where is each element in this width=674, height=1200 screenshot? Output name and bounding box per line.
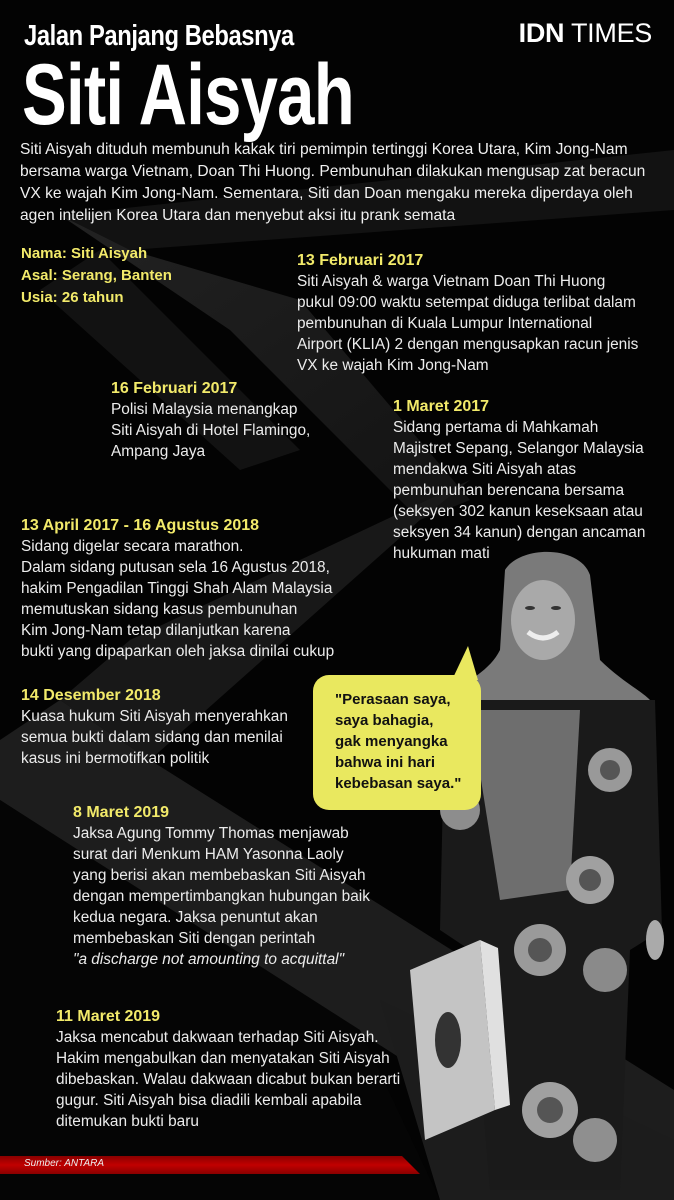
timeline-event	[111, 378, 310, 462]
profile-origin: Asal: Serang, Banten	[21, 267, 172, 284]
event-date: 1 Maret 2017	[393, 398, 490, 415]
event-line: bukti yang dipaparkan oleh jaksa dinilai cukup	[21, 643, 335, 660]
event-date: 11 Maret 2019	[56, 1008, 161, 1025]
event-line: Majistret Sepang, Selangor Malaysia	[393, 440, 644, 457]
quote-line: kebebasan saya."	[335, 775, 462, 792]
event-line: kasus ini bermotifkan politik	[21, 750, 210, 767]
source-credit: Sumber: ANTARA	[24, 1158, 105, 1169]
event-line: pembunuhan di Kuala Lumpur International	[297, 315, 593, 332]
event-line: Hakim mengabulkan dan menyatakan Siti Aisyah	[56, 1050, 390, 1067]
profile-box	[21, 243, 172, 309]
event-quote-text: "a discharge not amounting to acquittal"	[73, 951, 345, 968]
intro-line: Siti Aisyah dituduh membunuh kakak tiri pemimpin tertinggi Korea Utara, Kim Jong-Nam	[20, 141, 628, 158]
event-line: membebaskan Siti dengan perintah	[73, 930, 316, 947]
timeline-event	[56, 1006, 400, 1132]
event-line: dibebaskan. Walau dakwaan dicabut bukan berarti	[56, 1071, 401, 1088]
event-body	[393, 417, 645, 564]
event-line: Airport (KLIA) 2 dengan mengusapkan racun jenis	[297, 336, 639, 353]
page-title: Siti Aisyah	[22, 47, 354, 143]
event-date: 16 Februari 2017	[111, 380, 238, 397]
event-body	[111, 399, 310, 462]
intro-line: VX ke wajah Kim Jong-Nam. Sementara, Siti dan Doan mengaku mereka diperdaya oleh	[20, 185, 633, 202]
intro-line: agen intelijen Korea Utara dan menyebut aksi itu prank semata	[20, 207, 456, 224]
logo-light: TIMES	[570, 18, 652, 48]
event-quote	[73, 949, 370, 970]
quote-line: "Perasaan saya,	[335, 691, 451, 708]
event-line: Jaksa mencabut dakwaan terhadap Siti Aisyah.	[56, 1029, 379, 1046]
subtitle: Jalan Panjang Bebasnya	[24, 20, 294, 52]
event-line: hakim Pengadilan Tinggi Shah Alam Malaysia	[21, 580, 333, 597]
event-line: ditemukan bukti baru	[56, 1113, 199, 1130]
event-body	[21, 706, 288, 769]
event-line: hukuman mati	[393, 545, 490, 562]
logo-bold: IDN	[518, 18, 565, 48]
event-body	[21, 536, 334, 662]
event-line: Siti Aisyah di Hotel Flamingo,	[111, 422, 311, 439]
quote-line: bahwa ini hari	[335, 754, 436, 771]
timeline-event	[73, 802, 370, 970]
profile-age: Usia: 26 tahun	[21, 289, 124, 306]
event-line: pukul 09:00 waktu setempat diduga terlibat dalam	[297, 294, 636, 311]
event-line: memutuskan sidang kasus pembunuhan	[21, 601, 298, 618]
timeline-event	[21, 685, 288, 769]
quote-bubble	[313, 675, 481, 810]
timeline-event	[21, 515, 334, 662]
event-body	[56, 1027, 400, 1132]
event-date: 14 Desember 2018	[21, 687, 161, 704]
event-line: Polisi Malaysia menangkap	[111, 401, 298, 418]
timeline-event	[393, 396, 645, 564]
event-line: Dalam sidang putusan sela 16 Agustus 2018,	[21, 559, 330, 576]
event-line: kedua negara. Jaksa penuntut akan	[73, 909, 318, 926]
profile-name: Nama: Siti Aisyah	[21, 245, 148, 262]
event-line: (seksyen 302 kanun keseksaan atau	[393, 503, 643, 520]
event-line: Jaksa Agung Tommy Thomas menjawab	[73, 825, 349, 842]
event-body	[297, 271, 638, 376]
event-line: Sidang pertama di Mahkamah	[393, 419, 599, 436]
event-line: VX ke wajah Kim Jong-Nam	[297, 357, 489, 374]
event-line: Sidang digelar secara marathon.	[21, 538, 244, 555]
event-date: 13 Februari 2017	[297, 252, 424, 269]
timeline-event	[297, 250, 638, 376]
event-line: surat dari Menkum HAM Yasonna Laoly	[73, 846, 344, 863]
event-line: seksyen 34 kanun) dengan ancaman	[393, 524, 646, 541]
event-line: pembunuhan berencana bersama	[393, 482, 625, 499]
event-line: semua bukti dalam sidang dan menilai	[21, 729, 283, 746]
intro-line: bersama warga Vietnam, Doan Thi Huong. Pembunuhan dilakukan mengusap zat beracun	[20, 163, 646, 180]
idn-times-logo	[519, 18, 652, 49]
intro-paragraph	[20, 139, 660, 227]
event-line: Ampang Jaya	[111, 443, 206, 460]
event-body	[73, 823, 370, 970]
event-date: 8 Maret 2019	[73, 804, 170, 821]
event-date: 13 April 2017 - 16 Agustus 2018	[21, 517, 260, 534]
quote-line: saya bahagia,	[335, 712, 434, 729]
event-line: yang berisi akan membebaskan Siti Aisyah	[73, 867, 366, 884]
portrait-photo	[400, 550, 674, 1200]
event-line: Siti Aisyah & warga Vietnam Doan Thi Huong	[297, 273, 606, 290]
event-line: mendakwa Siti Aisyah atas	[393, 461, 577, 478]
event-line: Kuasa hukum Siti Aisyah menyerahkan	[21, 708, 288, 725]
quote-line: gak menyangka	[335, 733, 448, 750]
event-line: gugur. Siti Aisyah bisa diadili kembali apabila	[56, 1092, 362, 1109]
event-line: dengan mempertimbangkan hubungan baik	[73, 888, 370, 905]
event-line: Kim Jong-Nam tetap dilanjutkan karena	[21, 622, 291, 639]
